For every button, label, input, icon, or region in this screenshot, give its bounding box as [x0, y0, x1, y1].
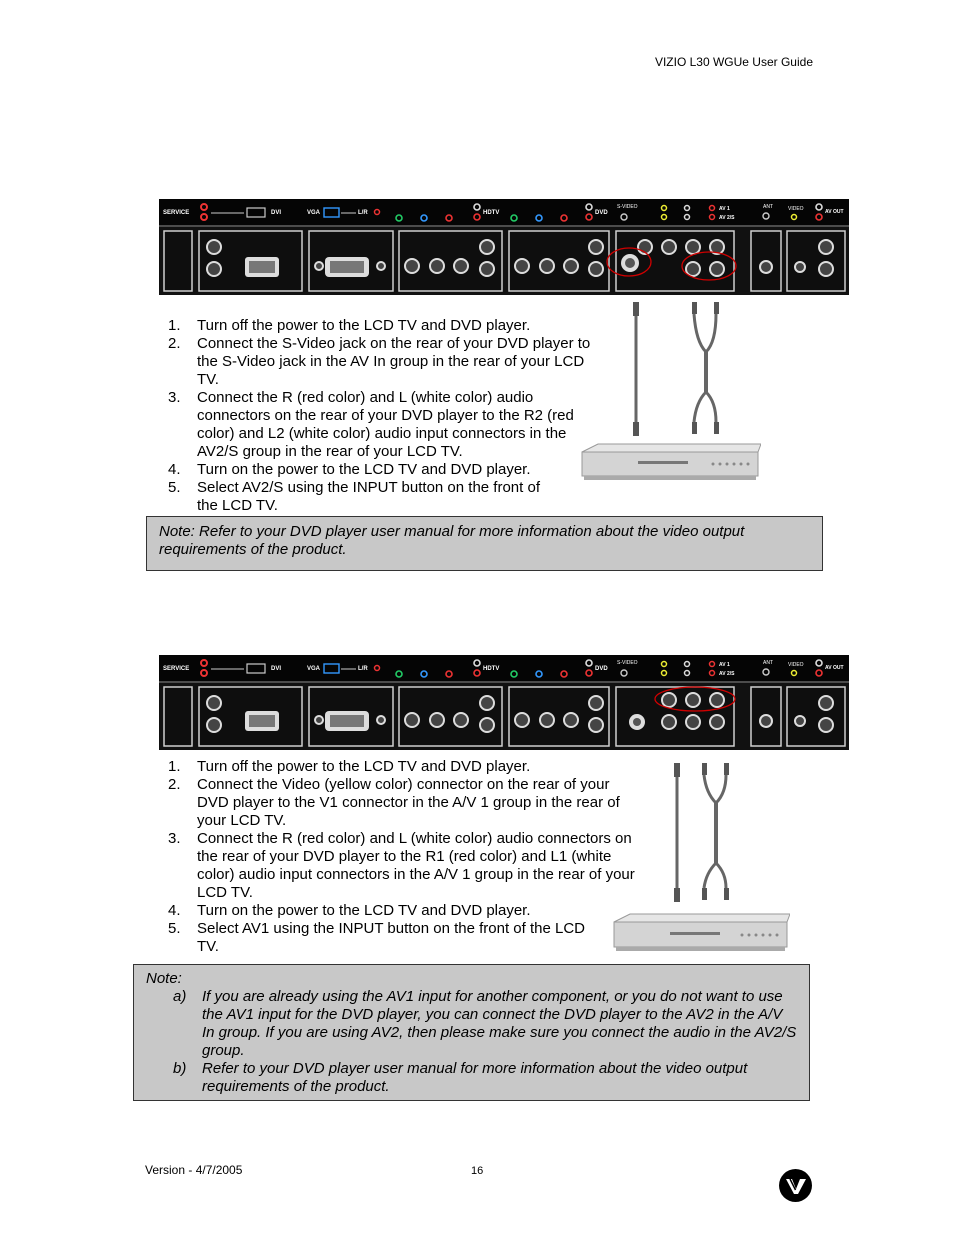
- label-av2s: AV 2/S: [719, 215, 735, 221]
- label-lr: L/R: [358, 210, 368, 216]
- video-cable-illustration: [668, 763, 686, 903]
- label-video: VIDEO: [788, 206, 804, 212]
- dvd-player-illustration: [578, 442, 761, 486]
- label-dvd: DVD: [595, 666, 608, 672]
- label-dvi: DVI: [271, 210, 282, 216]
- list-item: 1. Turn off the power to the LCD TV and DVD player.: [168, 317, 531, 334]
- list-item: 3. Connect the R (red color) and L (white color) audio connectors on the rear of your DVD player to the R1 (red color) and L1 (white color) audio input connectors in the A/V 1 group in the rear of your LCD TV.: [168, 830, 635, 901]
- list-item: 3. Connect the R (red color) and L (white color) audio connectors on the rear of your DVD player to the R2 (red color) and L2 (white color) audio input connectors in the AV2/S group in the rear of your LCD TV.: [168, 389, 574, 460]
- vizio-logo-icon: [779, 1169, 812, 1202]
- label-av2s: AV 2/S: [719, 671, 735, 677]
- label-av1: AV 1: [719, 662, 730, 668]
- label-avout: AV OUT: [825, 665, 844, 671]
- list-item: 5. Select AV2/S using the INPUT button on the front of the LCD TV.: [168, 479, 540, 514]
- section1-note: Note: Refer to your DVD player user manual for more information about the video output requirements of the product.: [146, 516, 823, 571]
- list-item: 1. Turn off the power to the LCD TV and DVD player.: [168, 758, 531, 775]
- list-item: 4. Turn on the power to the LCD TV and DVD player.: [168, 461, 531, 478]
- note-title: Note:: [146, 970, 182, 987]
- label-hdtv: HDTV: [483, 210, 500, 216]
- label-svideo: S-VIDEO: [617, 660, 638, 666]
- label-ant: ANT: [763, 660, 773, 666]
- list-item: 4. Turn on the power to the LCD TV and DVD player.: [168, 902, 531, 919]
- dvd-player-illustration: [610, 912, 790, 957]
- label-svideo: S-VIDEO: [617, 204, 638, 210]
- list-item: 2. Connect the S-Video jack on the rear of your DVD player to the S-Video jack in the AV In group in the rear of your LCD TV.: [168, 335, 591, 388]
- section2-steps: [168, 758, 643, 956]
- label-vga: VGA: [307, 666, 321, 672]
- rear-panel-diagram: [159, 655, 849, 750]
- label-avout: AV OUT: [825, 209, 844, 215]
- label-service: SERVICE: [163, 210, 190, 216]
- label-av1: AV 1: [719, 206, 730, 212]
- page-number: 16: [471, 1165, 484, 1177]
- label-ant: ANT: [763, 204, 773, 210]
- audio-video-cable-illustration: [696, 763, 736, 903]
- list-item: b) Refer to your DVD player user manual for more information about the video output requirements of the product.: [173, 1060, 748, 1095]
- tv-rear-panel-2: [159, 655, 849, 750]
- version-label: Version - 4/7/2005: [145, 1163, 243, 1177]
- section1-steps: [168, 317, 593, 515]
- label-hdtv: HDTV: [483, 666, 500, 672]
- list-item: 2. Connect the Video (yellow color) connector on the rear of your DVD player to the V1 connector in the A/V 1 group in the rear of your LCD TV.: [168, 776, 620, 829]
- audio-cable-illustration: [686, 302, 726, 437]
- label-video: VIDEO: [788, 662, 804, 668]
- label-dvd: DVD: [595, 210, 608, 216]
- label-dvi: DVI: [271, 666, 282, 672]
- document-header: VIZIO L30 WGUe User Guide: [654, 55, 813, 69]
- svideo-cable-illustration: [626, 302, 646, 437]
- section2-note: [133, 964, 810, 1101]
- list-item: a) If you are already using the AV1 input for another component, or you do not want to use the AV1 input for the DVD player, you can connect the DVD player to the AV2 in the A/V In group. If you are using AV2, then please make sure you connect the audio in the AV2/S group.: [173, 988, 797, 1059]
- note-list: [146, 988, 797, 1096]
- rear-panel-diagram: [159, 199, 849, 295]
- list-item: 5. Select AV1 using the INPUT button on the front of the LCD TV.: [168, 920, 586, 955]
- tv-rear-panel-1: [159, 199, 849, 295]
- label-vga: VGA: [307, 210, 321, 216]
- label-lr: L/R: [358, 666, 368, 672]
- label-service: SERVICE: [163, 666, 190, 672]
